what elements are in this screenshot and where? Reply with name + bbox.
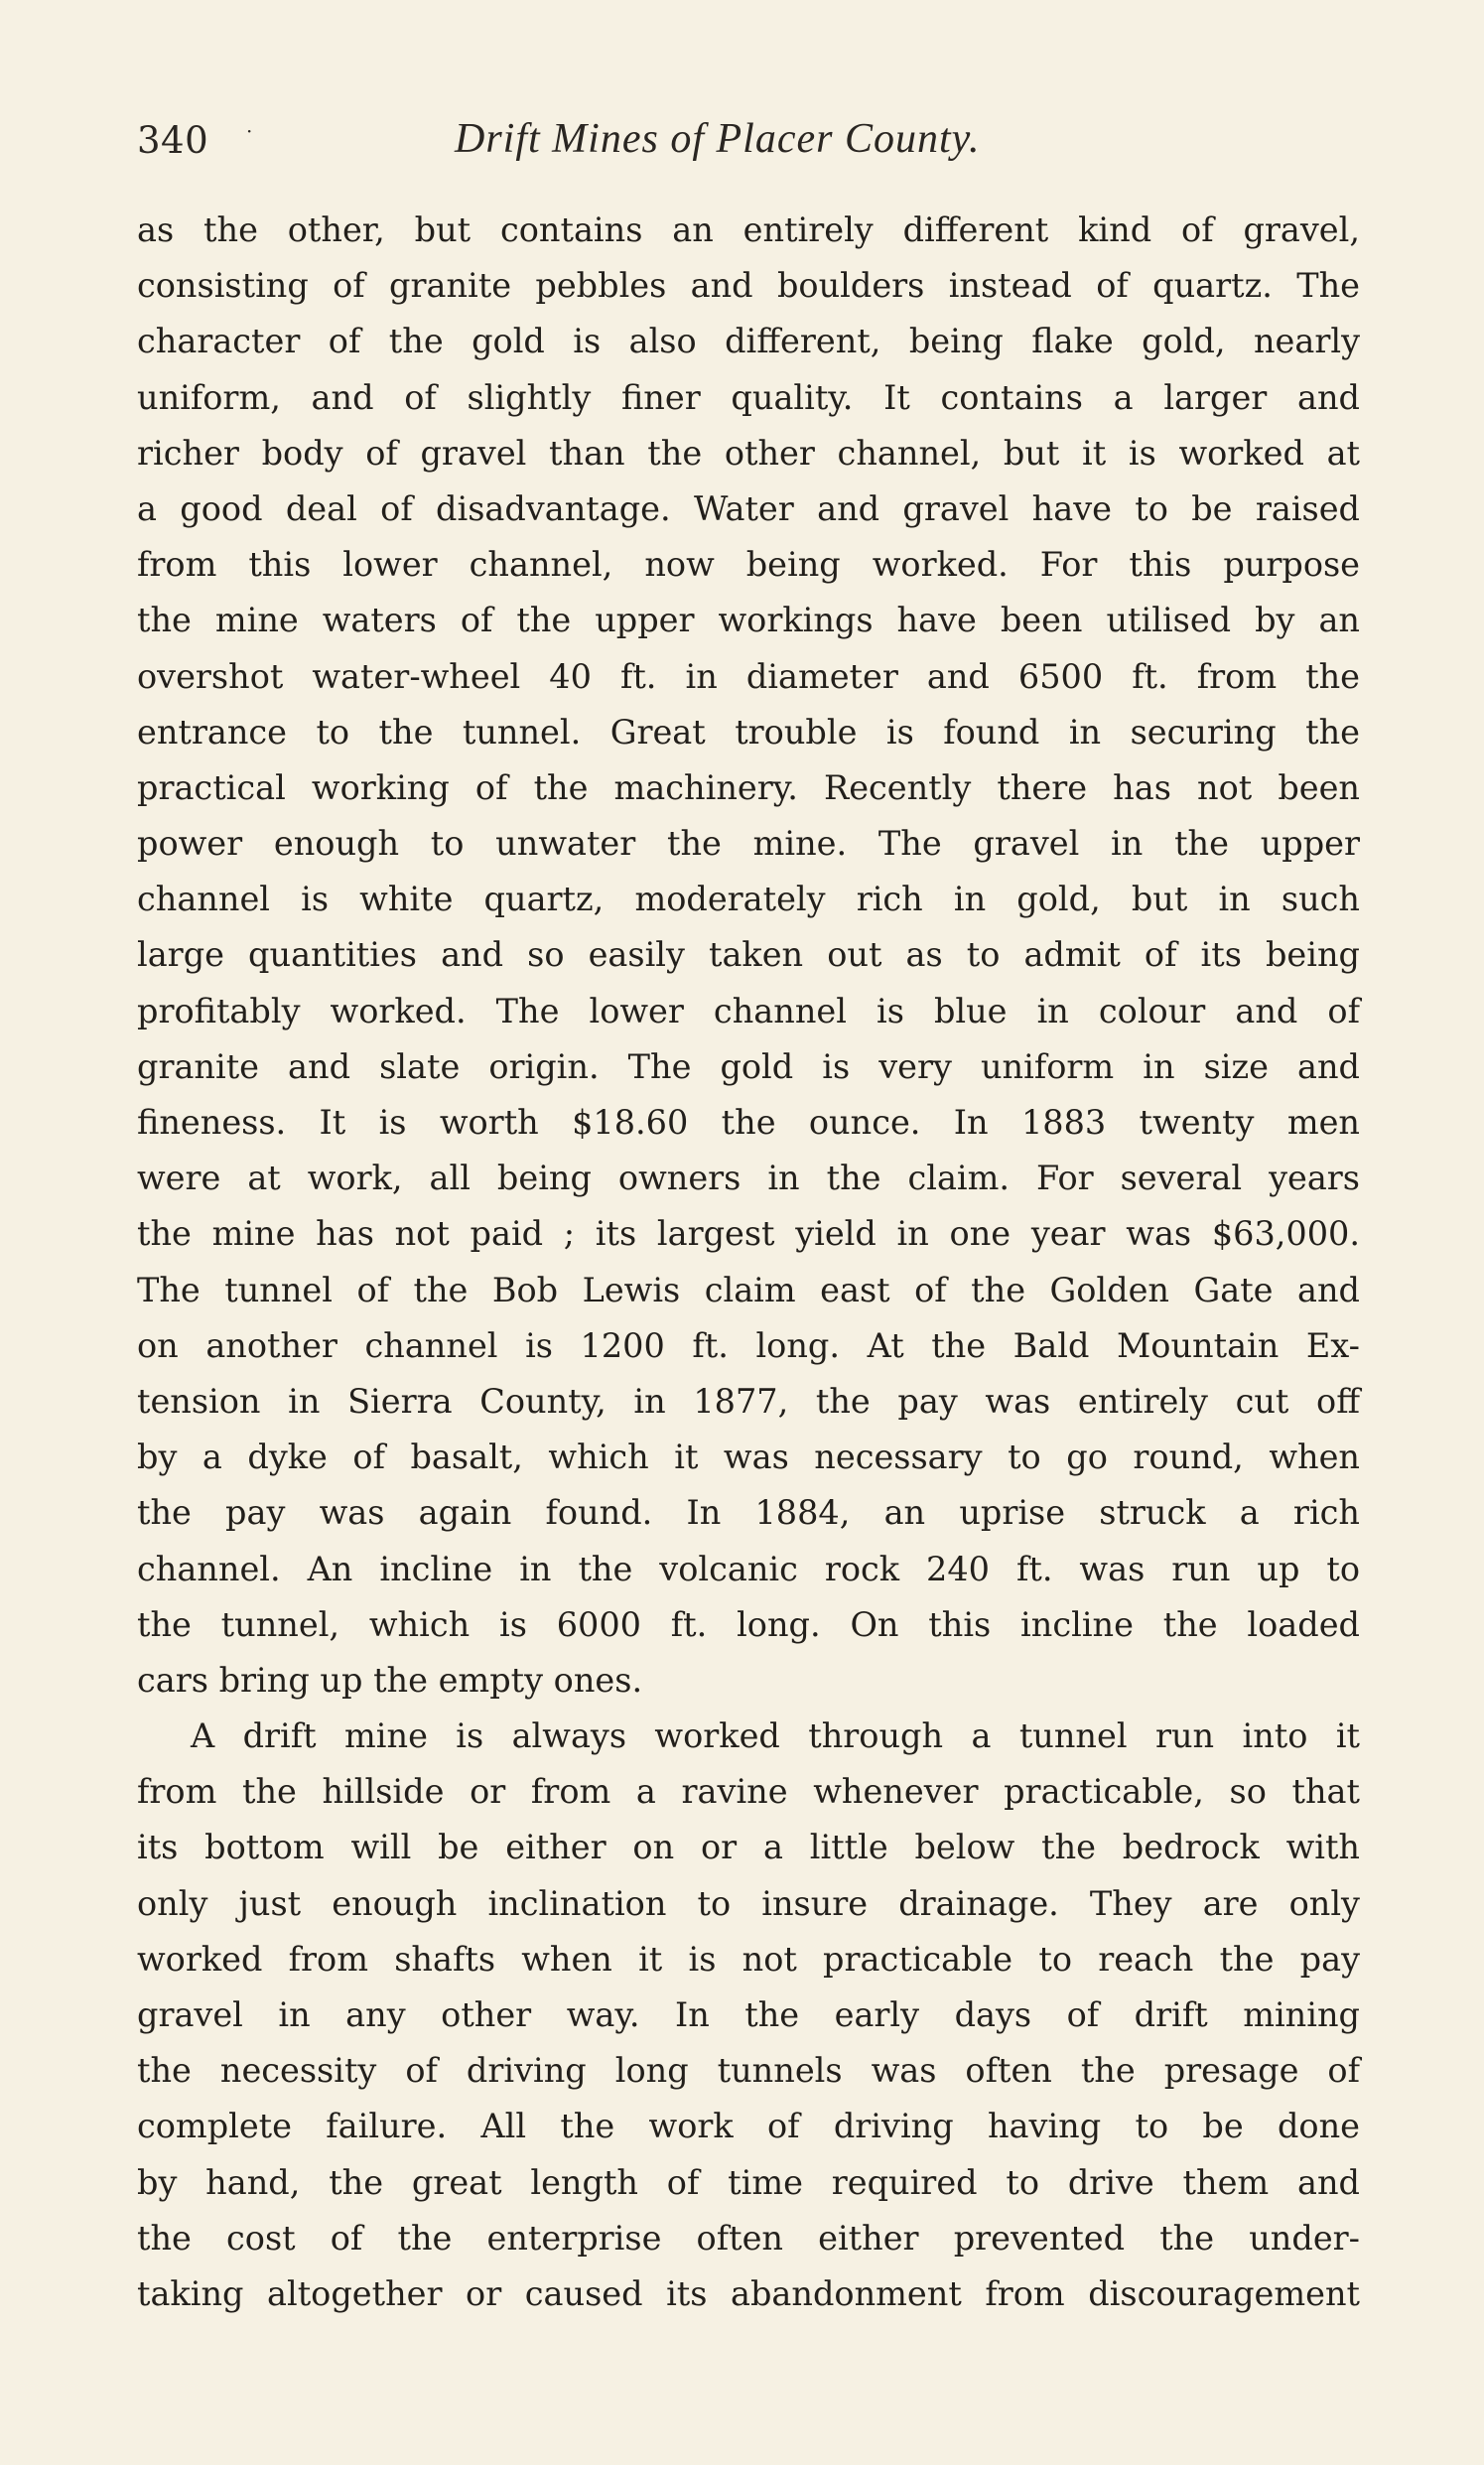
text-line: the pay was again found. In 1884, an uprise struck a rich	[137, 1493, 1360, 1533]
text-line: a good deal of disadvantage. Water and gravel have to be raised	[137, 488, 1360, 528]
text-line: its bottom will be either on or a little below the bedrock with	[137, 1828, 1360, 1867]
text-line: profitably worked. The lower channel is blue in colour and of	[137, 991, 1360, 1030]
text-line: character of the gold is also different, being flake gold, nearly	[137, 322, 1360, 361]
text-line: The tunnel of the Bob Lewis claim east of the Golden Gate and	[137, 1270, 1360, 1309]
text-line: by hand, the great length of time required to drive them and	[137, 2162, 1360, 2202]
text-line: the mine waters of the upper workings have been utilised by an	[137, 601, 1360, 640]
text-line: consisting of granite pebbles and boulders instead of quartz. The	[137, 266, 1360, 306]
text-line: cars bring up the empty ones.	[137, 1660, 643, 1700]
header-separator: ·	[246, 119, 253, 143]
text-line: channel. An incline in the volcanic rock 240 ft. was run up to	[137, 1549, 1360, 1588]
text-line: the mine has not paid ; its largest yield in one year was $63,000.	[137, 1214, 1360, 1254]
text-line: as the other, but contains an entirely different kind of gravel,	[137, 210, 1360, 249]
text-line: from the hillside or from a ravine whenever practicable, so that	[137, 1772, 1360, 1812]
body-text	[137, 203, 1360, 2322]
text-line: were at work, all being owners in the claim. For several years	[137, 1159, 1360, 1198]
text-line: A drift mine is always worked through a tunnel run into it	[191, 1716, 1360, 1756]
text-line: the tunnel, which is 6000 ft. long. On this incline the loaded	[137, 1604, 1360, 1644]
text-line: uniform, and of slightly finer quality. It contains a larger and	[137, 377, 1360, 417]
text-line: tension in Sierra County, in 1877, the pay was entirely cut off	[137, 1381, 1360, 1421]
text-line: taking altogether or caused its abandonment from discouragement	[137, 2273, 1360, 2313]
text-line: granite and slate origin. The gold is very uniform in size and	[137, 1046, 1360, 1086]
text-line: only just enough inclination to insure drainage. They are only	[137, 1883, 1360, 1923]
running-title: Drift Mines of Placer County.	[455, 116, 981, 162]
text-line: by a dyke of basalt, which it was necessary to go round, when	[137, 1438, 1360, 1477]
text-line: overshot water-wheel 40 ft. in diameter and 6500 ft. from the	[137, 656, 1360, 696]
text-line: complete failure. All the work of driving having to be done	[137, 2107, 1360, 2146]
text-line: channel is white quartz, moderately rich in gold, but in such	[137, 880, 1360, 919]
text-line: the necessity of driving long tunnels was often the presage of	[137, 2051, 1360, 2091]
text-line: richer body of gravel than the other channel, but it is worked at	[137, 433, 1360, 473]
text-line: gravel in any other way. In the early days of drift mining	[137, 1995, 1360, 2034]
text-line: on another channel is 1200 ft. long. At the Bald Mountain Ex-	[137, 1325, 1360, 1365]
text-line: from this lower channel, now being worked. For this purpose	[137, 545, 1360, 585]
text-line: practical working of the machinery. Recently there has not been	[137, 767, 1360, 807]
page-number: 340	[137, 119, 209, 162]
text-line: fineness. It is worth $18.60 the ounce. In 1883 twenty men	[137, 1103, 1360, 1142]
paragraph-1	[137, 203, 1360, 1709]
paragraph-2	[137, 1709, 1360, 2322]
text-line: large quantities and so easily taken out as to admit of its being	[137, 935, 1360, 975]
text-line: worked from shafts when it is not practicable to reach the pay	[137, 1939, 1360, 1979]
text-line: entrance to the tunnel. Great trouble is found in securing the	[137, 712, 1360, 752]
page-header	[137, 111, 1368, 171]
text-line: power enough to unwater the mine. The gravel in the upper	[137, 824, 1360, 864]
text-line: the cost of the enterprise often either prevented the under-	[137, 2218, 1360, 2258]
